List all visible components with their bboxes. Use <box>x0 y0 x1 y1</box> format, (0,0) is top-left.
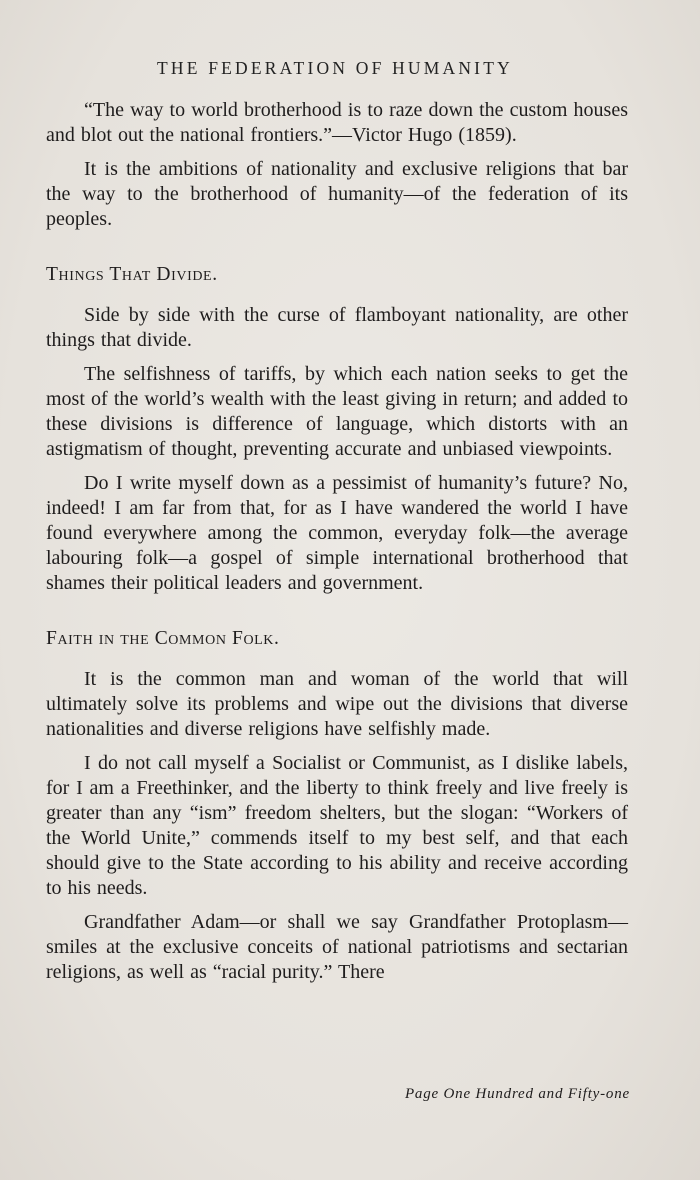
paragraph-freethinker: I do not call myself a Socialist or Communist, as I dislike labels, for I am a Freethinker, and the liberty to think freely and live freely is greater than any “ism” freedom shelters, but the slogan: “Workers of the World Unite,” commends itself to my best self, and that each should give to the State according to his ability and receive according to his needs. <box>46 752 628 899</box>
paragraph-grandfather-adam: Grandfather Adam—or shall we say Grandfather Protoplasm—smiles at the exclusive conceits of national patriotisms and sectarian religions, as well as “racial purity.” There <box>46 911 628 983</box>
section-heading-faith-in-common-folk: Faith in the Common Folk. <box>46 628 280 649</box>
page-number-footer: Page One Hundred and Fifty-one <box>404 1086 630 1102</box>
paragraph-side-by-side: Side by side with the curse of flamboyant nationality, are other things that divide. <box>46 304 628 351</box>
paragraph-tariffs: The selfishness of tariffs, by which each nation seeks to get the most of the world’s wealth with the least giving in return; and added to these divisions is difference of language, which distorts with an astigmatism of thought, preventing accurate and unbiased viewpoints. <box>46 363 628 460</box>
paragraph-ambitions: It is the ambitions of nationality and exclusive religions that bar the way to the brotherhood of humanity—of the federation of its peoples. <box>46 158 628 230</box>
section-heading-things-that-divide: Things That Divide. <box>46 264 218 285</box>
paragraph-pessimist: Do I write myself down as a pessimist of humanity’s future? No, indeed! I am far from that, for as I have wandered the world I have found everywhere among the common, everyday folk—the average labouring folk—a gospel of simple international brotherhood that shames their political leaders and government. <box>46 472 628 594</box>
running-head: THE FEDERATION OF HUMANITY <box>157 58 513 78</box>
body-text <box>46 98 628 994</box>
paragraph-hugo-quote: “The way to world brotherhood is to raze down the custom houses and blot out the national frontiers.”—Victor Hugo (1859). <box>46 99 628 146</box>
paragraph-common-man: It is the common man and woman of the world that will ultimately solve its problems and wipe out the divisions that diverse nationalities and diverse religions have selfishly made. <box>46 668 628 740</box>
